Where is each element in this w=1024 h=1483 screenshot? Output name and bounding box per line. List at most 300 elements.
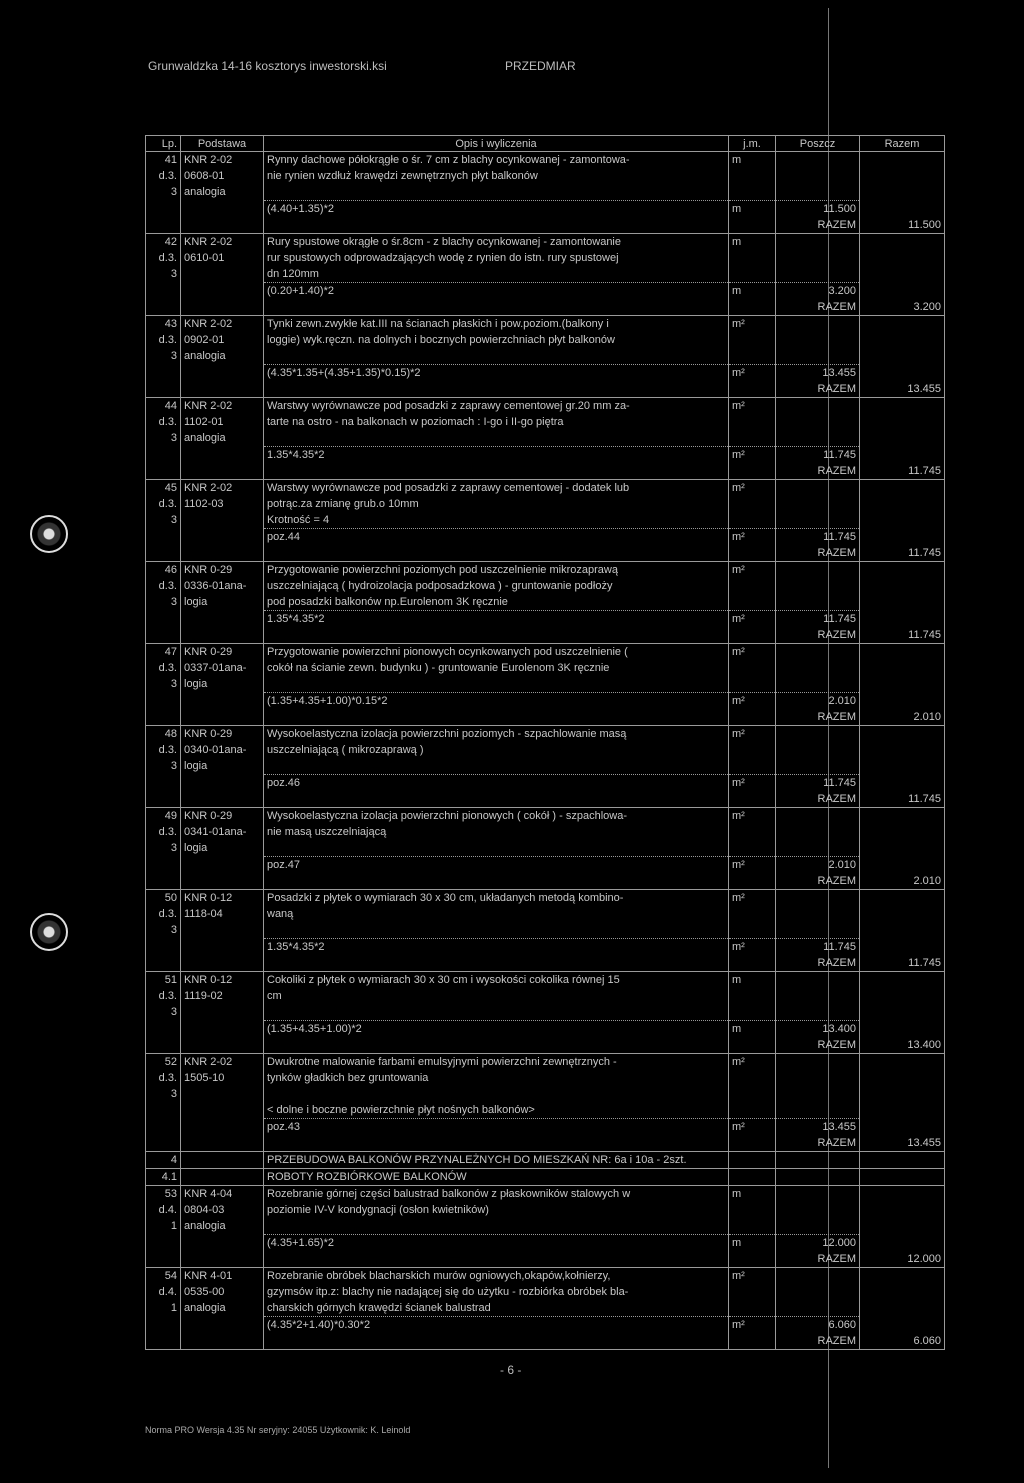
cell-opis: (4.35+1.65)*2 — [264, 1235, 729, 1252]
cell-poszcz: 11.745 — [776, 447, 860, 464]
cell-razem — [860, 562, 945, 579]
cell-razem — [860, 758, 945, 775]
cell-poszcz: RAZEM — [776, 1135, 860, 1152]
cell-podstawa — [181, 791, 264, 808]
cell-opis: dn 120mm — [264, 266, 729, 283]
cell-poszcz — [776, 430, 860, 447]
cell-razem — [860, 824, 945, 840]
cell-podstawa: 1118-04 — [181, 906, 264, 922]
cell-lp: d.4. — [146, 1284, 181, 1300]
cell-podstawa — [181, 1235, 264, 1252]
cell-jm — [729, 1135, 776, 1152]
cell-lp: 52 — [146, 1054, 181, 1071]
cell-opis — [264, 1135, 729, 1152]
cell-poszcz: 12.000 — [776, 1235, 860, 1252]
cell-jm: m — [729, 201, 776, 218]
cell-podstawa: 0804-03 — [181, 1202, 264, 1218]
cell-jm: m² — [729, 726, 776, 743]
cell-jm — [729, 512, 776, 529]
cell-poszcz — [776, 414, 860, 430]
table-row — [146, 594, 945, 611]
cell-podstawa — [181, 529, 264, 546]
cell-podstawa — [181, 1152, 264, 1169]
cell-lp: d.3. — [146, 742, 181, 758]
cell-opis: nie masą uszczelniającą — [264, 824, 729, 840]
cell-podstawa — [181, 512, 264, 529]
cell-poszcz: 11.500 — [776, 201, 860, 218]
cell-podstawa — [181, 922, 264, 939]
cell-razem — [860, 840, 945, 857]
cell-poszcz — [776, 1284, 860, 1300]
cell-podstawa — [181, 939, 264, 956]
cell-opis — [264, 1333, 729, 1350]
cell-poszcz — [776, 234, 860, 251]
cell-lp: 3 — [146, 1086, 181, 1102]
cell-jm — [729, 873, 776, 890]
cell-razem — [860, 1317, 945, 1334]
cell-podstawa: 0610-01 — [181, 250, 264, 266]
cell-poszcz — [776, 594, 860, 611]
cell-poszcz — [776, 840, 860, 857]
table-row — [146, 152, 945, 169]
cell-lp — [146, 1317, 181, 1334]
cell-lp: d.3. — [146, 332, 181, 348]
razem-row — [146, 955, 945, 972]
col-razem-header: Razem — [860, 136, 945, 152]
cell-jm — [729, 332, 776, 348]
cell-jm: m² — [729, 611, 776, 628]
cell-opis — [264, 1037, 729, 1054]
cell-razem: 11.745 — [860, 463, 945, 480]
cell-jm — [729, 1251, 776, 1268]
cell-lp: d.4. — [146, 1202, 181, 1218]
cell-poszcz: RAZEM — [776, 709, 860, 726]
cell-jm: m — [729, 234, 776, 251]
cell-razem — [860, 168, 945, 184]
cell-opis: pod posadzki balkonów np.Eurolenom 3K ręcznie — [264, 594, 729, 611]
cell-razem — [860, 1169, 945, 1186]
cell-podstawa: 0341-01ana- — [181, 824, 264, 840]
table-row — [146, 316, 945, 333]
cell-poszcz — [776, 316, 860, 333]
table-row — [146, 1086, 945, 1102]
cell-podstawa — [181, 283, 264, 300]
cell-opis — [264, 709, 729, 726]
cell-opis: waną — [264, 906, 729, 922]
cell-opis — [264, 463, 729, 480]
cell-jm: m² — [729, 1317, 776, 1334]
cell-opis: (0.20+1.40)*2 — [264, 283, 729, 300]
cell-lp — [146, 775, 181, 792]
razem-row — [146, 1037, 945, 1054]
cell-lp: 42 — [146, 234, 181, 251]
cell-jm: m² — [729, 480, 776, 497]
cell-jm — [729, 1102, 776, 1119]
cell-razem — [860, 447, 945, 464]
razem-row — [146, 791, 945, 808]
cell-jm: m² — [729, 447, 776, 464]
cell-jm — [729, 250, 776, 266]
cell-opis — [264, 299, 729, 316]
cell-podstawa — [181, 299, 264, 316]
razem-row — [146, 709, 945, 726]
cell-jm: m² — [729, 1268, 776, 1285]
table-row — [146, 414, 945, 430]
cell-razem — [860, 693, 945, 710]
cell-razem — [860, 922, 945, 939]
cell-lp: 1 — [146, 1300, 181, 1317]
table-row — [146, 496, 945, 512]
cell-lp — [146, 1235, 181, 1252]
cell-razem — [860, 1235, 945, 1252]
cell-poszcz: RAZEM — [776, 1037, 860, 1054]
cell-lp: 4 — [146, 1152, 181, 1169]
cell-podstawa — [181, 365, 264, 382]
table-header-row — [146, 136, 945, 152]
cell-jm — [729, 1086, 776, 1102]
cell-poszcz — [776, 660, 860, 676]
cell-lp: 3 — [146, 922, 181, 939]
cell-poszcz: RAZEM — [776, 217, 860, 234]
cell-razem — [860, 1202, 945, 1218]
cell-podstawa — [181, 857, 264, 874]
cell-podstawa: analogia — [181, 184, 264, 201]
cell-opis — [264, 955, 729, 972]
cell-podstawa — [181, 611, 264, 628]
cell-razem — [860, 1300, 945, 1317]
cell-razem — [860, 1021, 945, 1038]
cell-poszcz — [776, 1070, 860, 1086]
cell-opis — [264, 791, 729, 808]
cell-opis: cokół na ścianie zewn. budynku ) - gruntowanie Eurolenom 3K ręcznie — [264, 660, 729, 676]
cell-razem — [860, 1004, 945, 1021]
cell-podstawa: 1505-10 — [181, 1070, 264, 1086]
cell-opis: Cokoliki z płytek o wymiarach 30 x 30 cm i wysokości cokolika równej 15 — [264, 972, 729, 989]
table-row — [146, 578, 945, 594]
cell-poszcz — [776, 250, 860, 266]
cell-jm — [729, 660, 776, 676]
cell-opis: poz.47 — [264, 857, 729, 874]
cell-jm — [729, 217, 776, 234]
cell-lp: 44 — [146, 398, 181, 415]
cell-lp — [146, 447, 181, 464]
cell-opis: nie rynien wzdłuż krawędzi zewnętrznych płyt balkonów — [264, 168, 729, 184]
cell-lp — [146, 1333, 181, 1350]
cell-poszcz: RAZEM — [776, 955, 860, 972]
cell-opis — [264, 1218, 729, 1235]
cell-poszcz — [776, 644, 860, 661]
cell-jm: m² — [729, 693, 776, 710]
cell-razem — [860, 283, 945, 300]
cell-razem: 12.000 — [860, 1251, 945, 1268]
cell-podstawa: KNR 2-02 — [181, 316, 264, 333]
cell-razem: 13.455 — [860, 1135, 945, 1152]
cell-poszcz — [776, 152, 860, 169]
table-row — [146, 430, 945, 447]
cell-poszcz — [776, 676, 860, 693]
razem-row — [146, 299, 945, 316]
cell-opis: Rozebranie obróbek blacharskich murów ogniowych,okapów,kołnierzy, — [264, 1268, 729, 1285]
cell-opis: Dwukrotne malowanie farbami emulsyjnymi powierzchni zewnętrznych - — [264, 1054, 729, 1071]
table-row — [146, 890, 945, 907]
razem-row — [146, 627, 945, 644]
cell-razem — [860, 1086, 945, 1102]
cell-podstawa: KNR 0-12 — [181, 890, 264, 907]
cell-razem: 11.745 — [860, 791, 945, 808]
cell-jm: m² — [729, 939, 776, 956]
cell-razem — [860, 1054, 945, 1071]
cell-razem — [860, 184, 945, 201]
cell-jm: m² — [729, 808, 776, 825]
punch-hole-icon — [30, 515, 68, 553]
cell-poszcz: RAZEM — [776, 463, 860, 480]
cell-razem — [860, 398, 945, 415]
cell-lp — [146, 283, 181, 300]
cell-poszcz — [776, 1169, 860, 1186]
cell-lp — [146, 857, 181, 874]
cell-poszcz: 13.455 — [776, 365, 860, 382]
cell-podstawa: logia — [181, 758, 264, 775]
cell-podstawa — [181, 1251, 264, 1268]
cell-jm — [729, 545, 776, 562]
cell-lp: 3 — [146, 594, 181, 611]
cell-lp: 3 — [146, 1004, 181, 1021]
cell-poszcz — [776, 726, 860, 743]
cell-lp — [146, 873, 181, 890]
cell-opis — [264, 381, 729, 398]
cell-podstawa — [181, 1086, 264, 1102]
cell-lp: 45 — [146, 480, 181, 497]
cell-opis: Tynki zewn.zwykłe kat.III na ścianach płaskich i pow.poziom.(balkony i — [264, 316, 729, 333]
cell-razem: 13.455 — [860, 381, 945, 398]
cell-razem — [860, 775, 945, 792]
cell-jm — [729, 1004, 776, 1021]
razem-row — [146, 1251, 945, 1268]
cell-poszcz: RAZEM — [776, 545, 860, 562]
cell-jm — [729, 955, 776, 972]
cell-jm: m² — [729, 775, 776, 792]
table-row — [146, 332, 945, 348]
cell-jm — [729, 1284, 776, 1300]
cell-jm — [729, 1300, 776, 1317]
cell-opis: Rynny dachowe półokrągłe o śr. 7 cm z blachy ocynkowanej - zamontowa- — [264, 152, 729, 169]
cell-lp: d.3. — [146, 906, 181, 922]
cell-poszcz: 6.060 — [776, 1317, 860, 1334]
cell-podstawa: KNR 2-02 — [181, 234, 264, 251]
table-row — [146, 988, 945, 1004]
cell-lp — [146, 529, 181, 546]
cell-jm — [729, 840, 776, 857]
table-row — [146, 201, 945, 218]
cell-opis: uszczelniającą ( hydroizolacja podposadzkowa ) - gruntowanie podłoży — [264, 578, 729, 594]
cell-lp: d.3. — [146, 578, 181, 594]
cell-lp — [146, 955, 181, 972]
cell-lp — [146, 693, 181, 710]
table-row — [146, 726, 945, 743]
przedmiar-table — [145, 135, 945, 1350]
cell-razem — [860, 234, 945, 251]
cell-opis: (1.35+4.35+1.00)*2 — [264, 1021, 729, 1038]
cell-podstawa — [181, 775, 264, 792]
cell-lp: 48 — [146, 726, 181, 743]
cell-razem — [860, 152, 945, 169]
cell-opis: poz.44 — [264, 529, 729, 546]
cell-opis: cm — [264, 988, 729, 1004]
table-row — [146, 283, 945, 300]
cell-razem — [860, 939, 945, 956]
cell-jm — [729, 348, 776, 365]
cell-jm — [729, 742, 776, 758]
table-row — [146, 693, 945, 710]
cell-opis: 1.35*4.35*2 — [264, 939, 729, 956]
cell-lp — [146, 1021, 181, 1038]
cell-podstawa: KNR 0-12 — [181, 972, 264, 989]
table-row — [146, 234, 945, 251]
cell-razem — [860, 988, 945, 1004]
table-row — [146, 1119, 945, 1136]
cell-jm — [729, 791, 776, 808]
cell-lp — [146, 611, 181, 628]
cell-razem — [860, 1268, 945, 1285]
cell-lp: 41 — [146, 152, 181, 169]
cell-jm — [729, 266, 776, 283]
cell-poszcz — [776, 348, 860, 365]
cell-opis: Posadzki z płytek o wymiarach 30 x 30 cm, układanych metodą kombino- — [264, 890, 729, 907]
table-row — [146, 1300, 945, 1317]
cell-opis: < dolne i boczne powierzchnie płyt nośnych balkonów> — [264, 1102, 729, 1119]
cell-lp: 3 — [146, 840, 181, 857]
col-poszcz-header: Poszcz — [776, 136, 860, 152]
cell-jm — [729, 676, 776, 693]
razem-row — [146, 873, 945, 890]
cell-lp — [146, 365, 181, 382]
cell-poszcz — [776, 1186, 860, 1203]
cell-lp: d.3. — [146, 414, 181, 430]
cell-jm: m² — [729, 316, 776, 333]
cell-lp: 3 — [146, 348, 181, 365]
cell-razem: 6.060 — [860, 1333, 945, 1350]
cell-podstawa — [181, 545, 264, 562]
cell-poszcz: RAZEM — [776, 1333, 860, 1350]
cell-podstawa — [181, 1169, 264, 1186]
cell-jm: m — [729, 1186, 776, 1203]
razem-row — [146, 381, 945, 398]
cell-razem — [860, 348, 945, 365]
cell-podstawa: KNR 4-04 — [181, 1186, 264, 1203]
cell-opis: (4.35*1.35+(4.35+1.35)*0.15)*2 — [264, 365, 729, 382]
cell-poszcz: RAZEM — [776, 299, 860, 316]
cell-poszcz — [776, 1054, 860, 1071]
table-row — [146, 266, 945, 283]
cell-poszcz: RAZEM — [776, 873, 860, 890]
cell-lp — [146, 1102, 181, 1119]
cell-jm: m² — [729, 1119, 776, 1136]
cell-lp — [146, 299, 181, 316]
cell-poszcz: RAZEM — [776, 381, 860, 398]
cell-poszcz: 11.745 — [776, 775, 860, 792]
table-row — [146, 480, 945, 497]
table-row — [146, 1186, 945, 1203]
table-row — [146, 1054, 945, 1071]
cell-jm: m — [729, 283, 776, 300]
cell-lp — [146, 709, 181, 726]
col-lp-header: Lp. — [146, 136, 181, 152]
table-row — [146, 512, 945, 529]
cell-jm — [729, 1333, 776, 1350]
cell-opis — [264, 1251, 729, 1268]
cell-podstawa — [181, 1317, 264, 1334]
cell-razem — [860, 1119, 945, 1136]
cell-poszcz — [776, 184, 860, 201]
cell-razem — [860, 365, 945, 382]
cell-jm — [729, 922, 776, 939]
cell-lp: 1 — [146, 1218, 181, 1235]
cell-lp: d.3. — [146, 824, 181, 840]
cell-poszcz — [776, 1202, 860, 1218]
cell-poszcz — [776, 922, 860, 939]
cell-poszcz — [776, 168, 860, 184]
cell-lp — [146, 201, 181, 218]
cell-lp: 3 — [146, 430, 181, 447]
cell-opis: poz.46 — [264, 775, 729, 792]
cell-razem — [860, 890, 945, 907]
cell-opis: Rozebranie górnej części balustrad balkonów z płaskowników stalowych w — [264, 1186, 729, 1203]
cell-jm: m — [729, 1235, 776, 1252]
cell-opis: loggie) wyk.ręczn. na dolnych i bocznych powierzchniach płyt balkonów — [264, 332, 729, 348]
table-row — [146, 1218, 945, 1235]
cell-poszcz: 2.010 — [776, 693, 860, 710]
cell-podstawa: KNR 4-01 — [181, 1268, 264, 1285]
cell-poszcz — [776, 496, 860, 512]
table-row — [146, 758, 945, 775]
table-row — [146, 1021, 945, 1038]
section-row — [146, 1169, 945, 1186]
cell-jm: m² — [729, 529, 776, 546]
cell-lp: 46 — [146, 562, 181, 579]
cell-razem — [860, 414, 945, 430]
table-row — [146, 250, 945, 266]
col-opis-header: Opis i wyliczenia — [264, 136, 729, 152]
cell-opis: (4.35*2+1.40)*0.30*2 — [264, 1317, 729, 1334]
cell-lp: 3 — [146, 184, 181, 201]
cell-lp: d.3. — [146, 168, 181, 184]
cell-poszcz: 13.455 — [776, 1119, 860, 1136]
cell-podstawa — [181, 217, 264, 234]
table-row — [146, 348, 945, 365]
cell-lp — [146, 1135, 181, 1152]
cell-razem — [860, 578, 945, 594]
razem-row — [146, 545, 945, 562]
cell-opis: Przygotowanie powierzchni pionowych ocynkowanych pod uszczelnienie ( — [264, 644, 729, 661]
cell-lp — [146, 545, 181, 562]
cell-jm — [729, 988, 776, 1004]
cell-poszcz — [776, 758, 860, 775]
table-row — [146, 922, 945, 939]
cell-poszcz — [776, 398, 860, 415]
cell-opis — [264, 627, 729, 644]
cell-podstawa — [181, 201, 264, 218]
cell-opis: Rury spustowe okrągłe o śr.8cm - z blachy ocynkowanej - zamontowanie — [264, 234, 729, 251]
table-row — [146, 824, 945, 840]
cell-podstawa — [181, 381, 264, 398]
cell-jm — [729, 578, 776, 594]
cell-podstawa: KNR 0-29 — [181, 644, 264, 661]
cell-razem — [860, 808, 945, 825]
cell-podstawa: analogia — [181, 430, 264, 447]
cell-razem — [860, 332, 945, 348]
cell-podstawa: 0535-00 — [181, 1284, 264, 1300]
cell-poszcz — [776, 1086, 860, 1102]
